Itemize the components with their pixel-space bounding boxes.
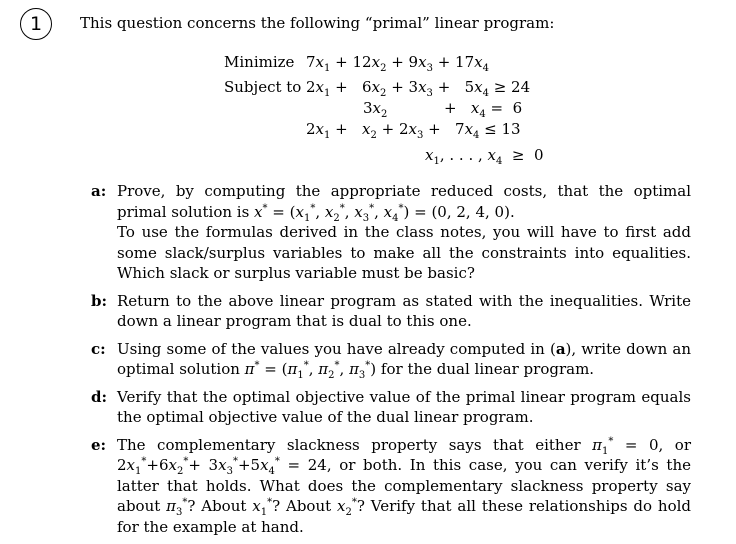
objective-function: $7x_1 + 12x_2 + 9x_3 + 17x_4$ — [306, 53, 489, 74]
question-parts — [91, 181, 691, 544]
constraint-2-rhs: + $x_4 = 6$ — [444, 99, 523, 120]
part-e — [91, 435, 691, 538]
minimize-label: Minimize — [224, 53, 295, 71]
part-label: a: — [91, 182, 107, 200]
constraint-1: $2x_1 + 6x_2 + 3x_3 + 5x_4 \ge 24$ — [306, 78, 531, 99]
part-label: c: — [91, 339, 106, 358]
part-text: The complementary slackness property says that either $\pi_1^* = 0$, or $2x_1^*+6x_2^*+ 3x_3^*+5x_4^* = 24$, or both. In this case, you can verify it’s the latter that holds. What does the complementary slackness property say about $\pi_3^*$? About $x_1^*$? About $x_2^*$? Verify that all these relationships do hold for the example at hand. — [117, 435, 691, 536]
subject-to-label: Subject to — [224, 78, 302, 96]
part-label: e: — [91, 435, 107, 454]
part-b — [91, 291, 691, 332]
question-intro: This question concerns the following “primal” linear program: — [80, 14, 555, 32]
constraint-2: $3x_2$ — [363, 99, 388, 120]
part-text: Verify that the optimal objective value of the primal linear program equals the optimal objective value of the dual linear program. — [117, 387, 691, 426]
part-label: b: — [91, 291, 108, 310]
part-d — [91, 387, 691, 428]
nonnegativity-constraint: $x_1$, . . . , $x_4 \ge 0$ — [425, 146, 544, 167]
part-text: Return to the above linear program as stated with the inequalities. Write down a linear program that is dual to this one. — [117, 291, 691, 330]
question-number: 1 — [20, 8, 52, 40]
part-label: d: — [91, 387, 108, 406]
part-text: Prove, by computing the appropriate reduced costs, that the optimal primal solution is $x^* = (x_1^*$, $x_2^*$, $x_3^*$, $x_4^*) = (0$, 2, 4, 0). To use the formulas derived in the class notes, you will have to first add some slack/surplus variables to make all the constraints into equalities. Which slack or surplus variable must be basic? — [117, 182, 691, 282]
constraint-3: $2x_1 + x_2 + 2x_3 + 7x_4 \le 13$ — [306, 120, 521, 141]
part-c — [91, 339, 691, 380]
part-a — [91, 181, 691, 284]
part-text: Using some of the values you have already computed in (a), write down an optimal solution $\pi^* = (\pi_1^*$, $\pi_2^*$, $\pi_3^*$) for the dual linear program. — [117, 339, 692, 381]
